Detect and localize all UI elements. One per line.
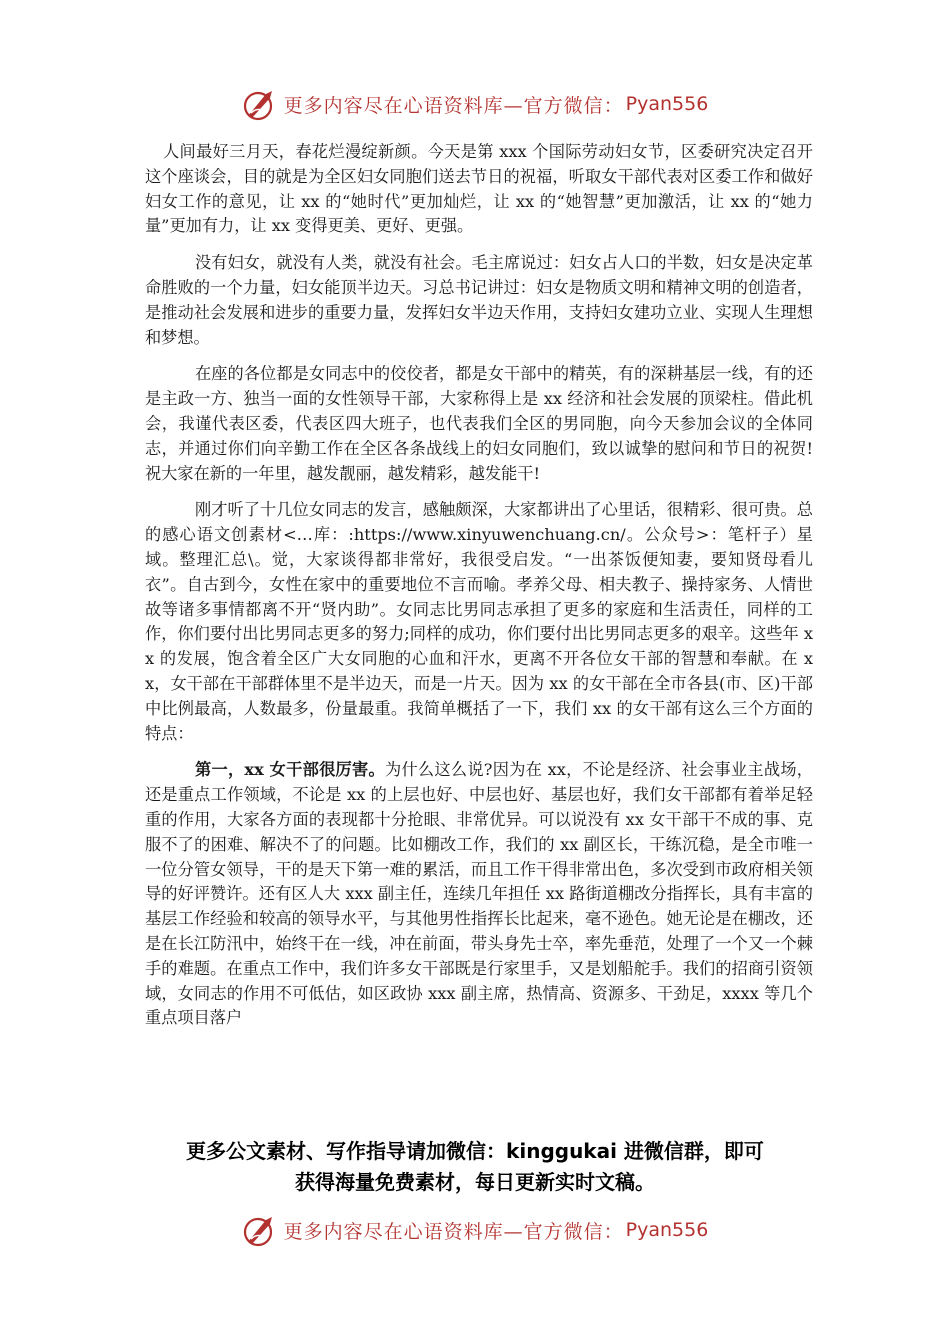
footer-banner (0, 1210, 950, 1250)
banner-handle: Pyan556 (625, 1219, 709, 1241)
banner-handle: Pyan556 (625, 93, 709, 115)
header-banner (0, 84, 950, 124)
paragraph-5-rest: 为什么这么说?因为在 xx，不论是经济、社会事业主战场，还是重点工作领域，不论是 xx 的上层也好、中层也好、基层也好，我们女干部都有着举足轻重的作用，大家各方面的表现都十分抢眼、非常优异。可以说没有 xx 女干部干不成的事、克服不了的困难、解决不了的问题。比如棚改工作，我们的 xx 副区长，干练沉稳，是全市唯一一位分管女领导，干的是天下第一难的累活，而且工作干得非常出色，多次受到市政府相关领导的好评赞许。还有区人大 xxx 副主任，连续几年担任 xx 路街道棚改分指挥长，具有丰富的基层工作经验和较高的领导水平，与其他男性指挥长比起来，毫不逊色。她无论是在棚改，还是在长江防汛中，始终干在一线，冲在前面，带头身先士卒，率先垂范，处理了一个又一个棘手的难题。在重点工作中，我们许多女干部既是行家里手，又是划船舵手。我们的招商引资领域，女同志的作用不可低估，如区政协 xxx 副主席，热情高、资源多、干劲足，xxxx 等几个重点项目落户 (145, 760, 813, 1028)
paragraph-3: 在座的各位都是女同志中的佼佼者，都是女干部中的精英，有的深耕基层一线，有的还是主政一方、独当一面的女性领导干部，大家称得上是 xx 经济和社会发展的顶梁柱。借此机会，我谨代表区委，代表区四大班子，也代表我们全区的男同胞，向今天参加会议的全体同志，并通过你们向辛勤工作在全区各条战线上的妇女同胞们，致以诚挚的慰问和节日的祝贺!祝大家在新的一年里，越发靓丽，越发精彩，越发能干! (145, 364, 813, 483)
wechat-cta (120, 1136, 830, 1198)
paragraph-5-lead: 第一，xx 女干部很厉害。 (195, 760, 385, 780)
paragraph-2: 没有妇女，就没有人类，就没有社会。毛主席说过：妇女占人口的半数，妇女是决定革命胜败的一个力量，妇女能顶半边天。习总书记讲过：妇女是物质文明和精神文明的创造者，是推动社会发展和进步的重要力量，发挥妇女半边天作用，支持妇女建功立业、实现人生理想和梦想。 (145, 253, 813, 347)
paragraph-1: 人间最好三月天，春花烂漫绽新颜。今天是第 xxx 个国际劳动妇女节，区委研究决定召开这个座谈会，目的就是为全区妇女同胞们送去节日的祝福，听取女干部代表对区委工作和做好妇女工作的意见，让 xx 的“她时代”更加灿烂，让 xx 的“她智慧”更加激活，让 xx 的“她力量”更加有力，让 xx 变得更美、更好、更强。 (145, 142, 813, 236)
banner-text: 更多内容尽在心语资料库—官方微信： (283, 1220, 624, 1243)
cta-line-2: 获得海量免费素材，每日更新实时文稿。 (295, 1170, 655, 1194)
pen-logo-icon (242, 1212, 278, 1248)
cta-line-1: 更多公文素材、写作指导请加微信：kinggukai 进微信群，即可 (186, 1139, 764, 1163)
paragraph-5 (145, 758, 813, 1031)
body-text (145, 140, 813, 1043)
pen-logo-icon (242, 86, 278, 122)
banner-text: 更多内容尽在心语资料库—官方微信： (283, 94, 624, 117)
paragraph-4: 刚才听了十几位女同志的发言，感触颇深，大家都讲出了心里话，很精彩、很可贵。总的感心语文创素材<…库：:https://www.xinyuwenchuang.cn/。公众号>：笔杆子）星域。整理汇总\。觉，大家谈得都非常好，我很受启发。“一出茶饭便知妻，要知贤母看儿衣”。自古到今，女性在家中的重要地位不言而喻。孝养父母、相夫教子、操持家务、人情世故等诸多事情都离不开“贤内助”。女同志比男同志承担了更多的家庭和生活责任，同样的工作，你们要付出比男同志更多的努力;同样的成功，你们要付出比男同志更多的艰辛。这些年 xx 的发展，饱含着全区广大女同胞的心血和汗水，更离不开各位女干部的智慧和奉献。在 xx，女干部在干部群体里不是半边天，而是一片天。因为 xx 的女干部在全市各县(市、区)干部中比例最高，人数最多，份量最重。我简单概括了一下，我们 xx 的女干部有这么三个方面的特点： (145, 500, 813, 743)
